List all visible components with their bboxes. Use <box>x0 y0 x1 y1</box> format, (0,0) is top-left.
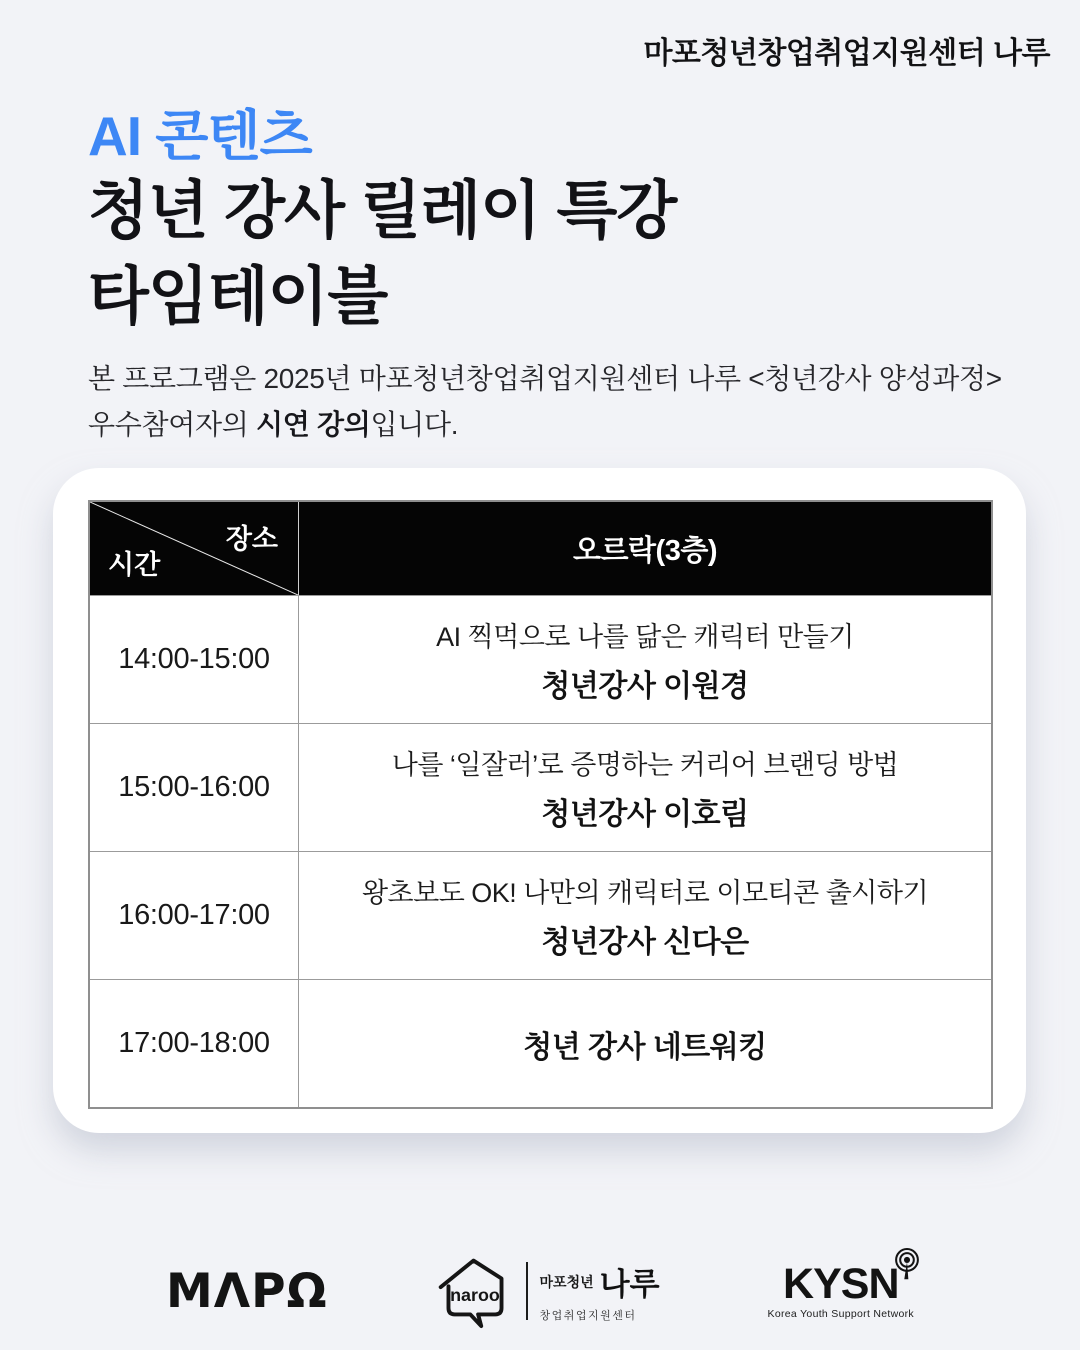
kysn-wordmark: KYSN <box>783 1259 899 1308</box>
naroo-small-label: 마포청년 <box>539 1273 594 1290</box>
naroo-logo-text <box>540 1259 660 1323</box>
page-title <box>88 168 676 341</box>
timetable-header-row <box>90 502 991 595</box>
time-cell <box>90 724 298 851</box>
description-line2-suffix: 입니다. <box>370 408 459 440</box>
description-line2-prefix: 우수참여자의 <box>88 408 256 440</box>
time-cell <box>90 980 298 1107</box>
time-cell <box>90 596 298 723</box>
brand-name: 마포청년창업취업지원센터 나루 <box>643 37 1050 70</box>
header-place-label: 장소 <box>225 524 278 554</box>
kysn-logo <box>767 1259 914 1320</box>
footer-logos <box>0 1252 1080 1330</box>
time-value: 17:00-18:00 <box>118 1027 270 1059</box>
description-line2 <box>88 402 1002 448</box>
session-cell <box>298 980 991 1107</box>
session-cell <box>298 596 991 723</box>
table-row <box>90 723 991 851</box>
program-description <box>88 356 1002 448</box>
session-speaker: 청년강사 이호림 <box>541 797 749 831</box>
header-location-cell: 오르락(3층) <box>298 502 991 595</box>
time-value: 15:00-16:00 <box>118 771 270 803</box>
session-speaker: 청년강사 이원경 <box>541 669 749 703</box>
naroo-logo-divider <box>526 1262 528 1320</box>
svg-text:naroo: naroo <box>449 1285 500 1306</box>
naroo-logo <box>436 1252 660 1330</box>
naroo-big-label: 나루 <box>599 1267 660 1302</box>
naroo-bottom-label: 창업취업지원센터 <box>539 1310 637 1322</box>
time-value: 16:00-17:00 <box>118 899 270 931</box>
session-speaker: 청년강사 신다은 <box>541 925 749 959</box>
session-speaker: 청년 강사 네트워킹 <box>523 1030 767 1064</box>
session-cell <box>298 724 991 851</box>
session-cell <box>298 852 991 979</box>
timetable <box>88 500 993 1109</box>
header-time-label: 시간 <box>108 550 161 580</box>
naroo-house-icon <box>436 1252 514 1330</box>
page-title-line2: 타임테이블 <box>88 262 388 333</box>
header-corner-cell <box>90 502 298 595</box>
naroo-logo-line1 <box>540 1259 660 1304</box>
page-title-line1: 청년 강사 릴레이 특강 <box>88 176 677 246</box>
description-line1: 본 프로그램은 2025년 마포청년창업취업지원센터 나루 <청년강사 양성과정> <box>88 363 1002 394</box>
time-cell <box>90 852 298 979</box>
session-topic: AI 찍먹으로 나를 닮은 캐릭터 만들기 <box>436 621 854 652</box>
table-row <box>90 595 991 723</box>
mapo-logo: MΛPΩ <box>165 1263 328 1319</box>
category-label: AI 콘텐츠 <box>88 105 312 167</box>
description-line2-bold: 시연 강의 <box>255 408 371 440</box>
kysn-antenna-icon <box>890 1247 924 1281</box>
table-row <box>90 851 991 979</box>
session-topic: 왕초보도 OK! 나만의 캐릭터로 이모티콘 출시하기 <box>361 877 929 908</box>
timetable-card <box>53 468 1026 1133</box>
session-topic: 나를 ‘일잘러’로 증명하는 커리어 브랜딩 방법 <box>391 749 899 780</box>
time-value: 14:00-15:00 <box>118 643 270 675</box>
kysn-subtitle: Korea Youth Support Network <box>767 1307 914 1320</box>
table-row <box>90 979 991 1107</box>
